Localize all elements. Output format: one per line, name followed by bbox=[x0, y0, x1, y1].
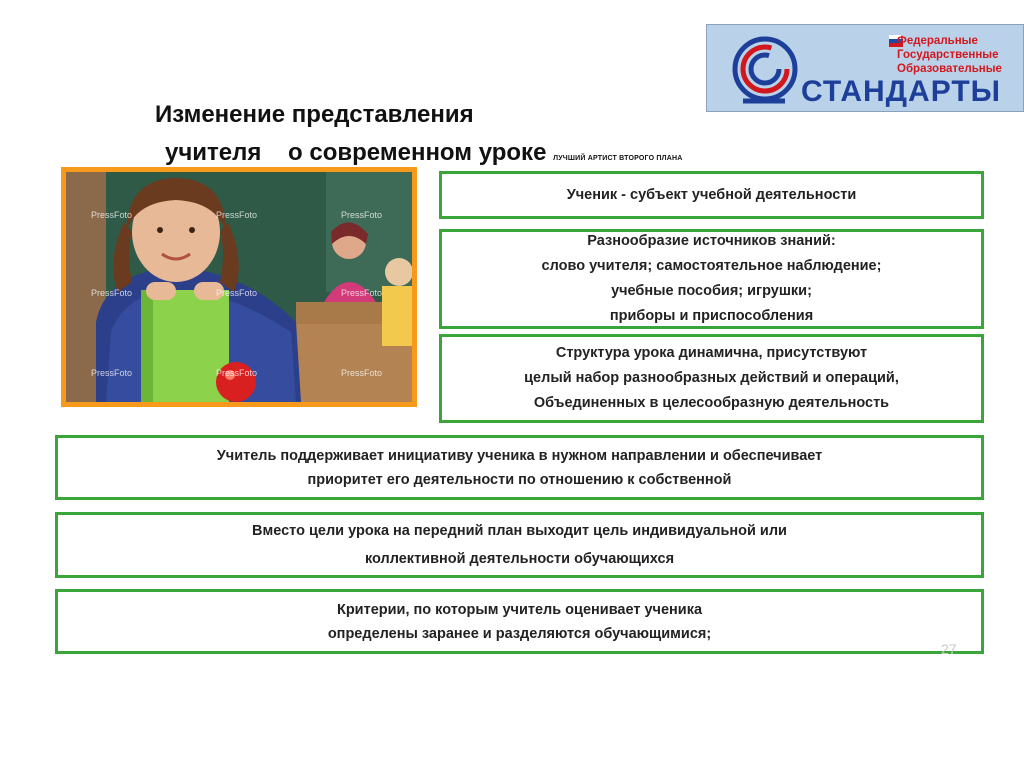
fgos-logo bbox=[706, 24, 1024, 112]
box-line: приборы и приспособления bbox=[609, 308, 814, 324]
box-student-subject bbox=[439, 171, 984, 219]
classroom-photo bbox=[61, 167, 417, 407]
box-line: Структура урока динамична, присутствуют bbox=[555, 345, 868, 361]
box-line: учебные пособия; игрушки; bbox=[611, 283, 812, 299]
box-line: Вместо цели урока на передний план выходит цель индивидуальной или bbox=[252, 523, 787, 539]
watermark: PressFoto bbox=[341, 288, 383, 298]
box-line: целый набор разнообразных действий и операций, bbox=[524, 370, 899, 386]
watermark: PressFoto bbox=[91, 288, 133, 298]
watermark: PressFoto bbox=[341, 210, 383, 220]
box-line: приоритет его деятельности по отношению к собственной bbox=[307, 471, 732, 488]
slide-title bbox=[155, 96, 683, 178]
fgos-emblem-icon bbox=[723, 27, 813, 113]
logo-line-1: Федеральные bbox=[897, 35, 978, 47]
box-line: Учитель поддерживает инициативу ученика в нужном направлении и обеспечивает bbox=[216, 447, 823, 464]
box-line: слово учителя; самостоятельное наблюдение; bbox=[541, 258, 882, 274]
title-line-1: Изменение представления bbox=[155, 101, 474, 128]
watermark: PressFoto bbox=[216, 210, 258, 220]
box-line: Разнообразие источников знаний: bbox=[587, 233, 836, 249]
box-line: Ученик - субъект учебной деятельности bbox=[566, 187, 857, 203]
logo-standards-text: СТАНДАРТЫ bbox=[801, 75, 1002, 108]
logo-line-3: Образовательные bbox=[897, 63, 1002, 75]
box-lesson-structure bbox=[439, 334, 984, 423]
watermark: PressFoto bbox=[91, 368, 133, 378]
box-line: Критерии, по которым учитель оценивает ученика bbox=[336, 601, 703, 618]
box-line: коллективной деятельности обучающихся bbox=[364, 551, 675, 567]
box-knowledge-sources bbox=[439, 229, 984, 329]
page-number: 27 bbox=[941, 641, 957, 657]
watermark: PressFoto bbox=[216, 368, 258, 378]
box-criteria bbox=[55, 589, 984, 654]
watermark: PressFoto bbox=[341, 368, 383, 378]
box-line: определены заранее и разделяются обучающимися; bbox=[327, 625, 712, 642]
box-lesson-goal bbox=[55, 512, 984, 578]
box-teacher-support bbox=[55, 435, 984, 500]
box-line: Объединенных в целесообразную деятельность bbox=[533, 395, 890, 411]
logo-line-2: Государственные bbox=[897, 49, 999, 61]
watermark: PressFoto bbox=[91, 210, 133, 220]
watermark: PressFoto bbox=[216, 288, 258, 298]
logo-caption bbox=[897, 34, 1022, 76]
title-note: ЛУЧШИЙ АРТИСТ ВТОРОГО ПЛАНА bbox=[553, 155, 683, 162]
title-line-2-text: учителя о современном уроке bbox=[165, 139, 547, 166]
